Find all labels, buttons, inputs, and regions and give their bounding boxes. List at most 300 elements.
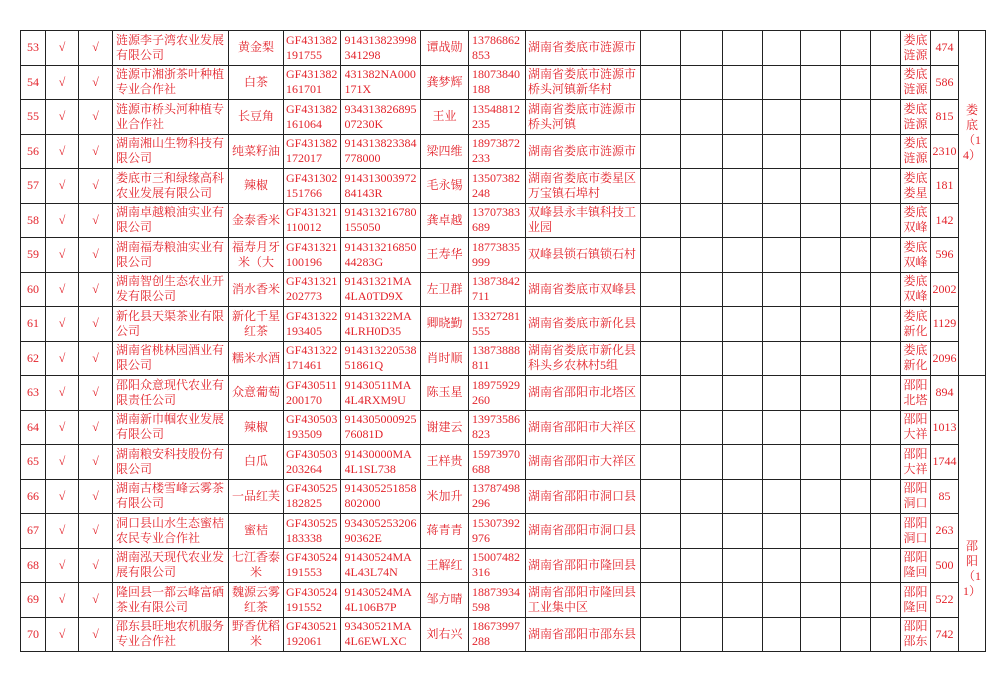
row-number-cell: [21, 548, 46, 583]
empty-cell: [641, 134, 681, 169]
address-cell: [526, 203, 641, 238]
contact-person: 邹方晴: [426, 592, 463, 607]
check-mark-cell: [79, 100, 113, 135]
phone-number-cell: [469, 583, 526, 618]
check-mark-cell: [79, 31, 113, 66]
contact-person: 龚梦辉: [426, 74, 463, 89]
count-cell: [931, 307, 959, 342]
check-mark: √: [58, 281, 66, 296]
check-mark-cell: [46, 479, 79, 514]
check-mark-cell: [79, 376, 113, 411]
region: 娄底新化: [903, 308, 928, 338]
empty-cell: [681, 548, 723, 583]
count-cell: [931, 238, 959, 273]
empty-cell: [763, 548, 801, 583]
phone-number: 18673997288: [472, 619, 520, 649]
credit-code: 93431382689507230K: [344, 101, 417, 131]
gf-code: GF431321202773: [286, 274, 338, 304]
table-row: [21, 514, 986, 549]
empty-cell: [681, 203, 723, 238]
empty-cell: [723, 479, 763, 514]
empty-cell: [801, 134, 841, 169]
empty-cell: [641, 479, 681, 514]
row-number: 64: [27, 419, 39, 434]
contact-person: 王解红: [426, 557, 463, 572]
company-name-cell: [113, 617, 229, 652]
count-cell: [931, 134, 959, 169]
empty-cell: [801, 617, 841, 652]
empty-cell: [763, 479, 801, 514]
empty-cell: [801, 514, 841, 549]
check-mark: √: [58, 40, 66, 55]
empty-cell: [801, 100, 841, 135]
contact-person: 米加升: [426, 488, 463, 503]
company-name-cell: [113, 514, 229, 549]
empty-cell: [723, 341, 763, 376]
credit-code: 91431321MA4LA0TD9X: [344, 274, 412, 304]
table-row: [21, 31, 986, 66]
empty-cell: [681, 65, 723, 100]
count-cell: [931, 548, 959, 583]
check-mark-cell: [79, 169, 113, 204]
phone-number: 13327281555: [472, 308, 520, 338]
row-number-cell: [21, 410, 46, 445]
empty-cell: [723, 31, 763, 66]
empty-cell: [801, 376, 841, 411]
empty-cell: [641, 548, 681, 583]
row-number: 65: [27, 454, 39, 469]
row-number-cell: [21, 203, 46, 238]
company-name: 湖南湘山生物科技有限公司: [116, 136, 225, 166]
product-name-cell: [229, 65, 284, 100]
product-name-cell: [229, 376, 284, 411]
gf-code: GF430521192061: [286, 619, 338, 649]
product-name: 一品红芙: [231, 488, 280, 503]
region-cell: [901, 100, 931, 135]
check-mark: √: [58, 557, 66, 572]
region: 娄底涟源: [903, 67, 928, 97]
empty-cell: [681, 307, 723, 342]
address: 湖南省娄底市涟源市: [528, 143, 637, 158]
check-mark: √: [92, 350, 99, 365]
empty-cell: [681, 31, 723, 66]
phone-number: 18873934598: [472, 584, 520, 614]
count: 85: [938, 488, 951, 503]
empty-cell: [763, 307, 801, 342]
phone-number-cell: [469, 100, 526, 135]
region: 娄底涟源: [903, 101, 928, 131]
empty-cell: [841, 617, 871, 652]
company-name: 邵阳众意现代农业有限责任公司: [116, 377, 225, 407]
address-cell: [526, 445, 641, 480]
group-label: 娄底（14）: [962, 103, 981, 162]
empty-cell: [801, 341, 841, 376]
company-name-cell: [113, 479, 229, 514]
empty-cell: [801, 169, 841, 204]
empty-cell: [641, 376, 681, 411]
check-mark-cell: [46, 445, 79, 480]
empty-cell: [763, 341, 801, 376]
empty-cell: [763, 272, 801, 307]
address-cell: [526, 514, 641, 549]
empty-cell: [641, 169, 681, 204]
row-number: 62: [27, 350, 39, 365]
address-cell: [526, 583, 641, 618]
phone-number: 13707383689: [472, 205, 520, 235]
contact-person: 左卫群: [426, 281, 463, 296]
credit-code-cell: [341, 203, 421, 238]
product-name: 辣椒: [243, 419, 268, 434]
check-mark: √: [92, 178, 99, 193]
product-name: 福寿月牙米（大: [231, 239, 280, 269]
row-number: 58: [27, 212, 39, 227]
credit-code-cell: [341, 272, 421, 307]
table-row: [21, 203, 986, 238]
address-cell: [526, 410, 641, 445]
contact-person-cell: [421, 134, 469, 169]
empty-cell: [841, 169, 871, 204]
empty-cell: [841, 31, 871, 66]
company-name: 湖南省桃林园酒业有限公司: [116, 343, 225, 373]
product-name-cell: [229, 583, 284, 618]
product-name-cell: [229, 272, 284, 307]
credit-code-cell: [341, 514, 421, 549]
check-mark-cell: [79, 65, 113, 100]
empty-cell: [681, 445, 723, 480]
address-cell: [526, 100, 641, 135]
empty-cell: [841, 479, 871, 514]
credit-code: 91431300397284143R: [344, 170, 417, 200]
company-name: 涟源市桥头河种植专业合作社: [116, 101, 225, 131]
row-number: 60: [27, 281, 39, 296]
company-name: 邵东县旺地农机服务专业合作社: [116, 619, 225, 649]
credit-code: 91430500092576081D: [344, 412, 417, 442]
address: 双峰县永丰镇科技工业园: [528, 205, 637, 235]
credit-code: 91431322053851861Q: [344, 343, 417, 373]
empty-cell: [871, 617, 901, 652]
contact-person: 王业: [432, 109, 457, 124]
table-row: [21, 272, 986, 307]
region: 娄底双峰: [903, 205, 928, 235]
check-mark: √: [92, 557, 99, 572]
count: 2310: [932, 143, 957, 158]
check-mark: √: [92, 281, 99, 296]
count-cell: [931, 31, 959, 66]
count-cell: [931, 617, 959, 652]
address: 湖南省邵阳市大祥区: [528, 419, 637, 434]
empty-cell: [841, 134, 871, 169]
contact-person-cell: [421, 479, 469, 514]
phone-number-cell: [469, 376, 526, 411]
count: 596: [935, 247, 954, 262]
check-mark-cell: [79, 272, 113, 307]
region-cell: [901, 514, 931, 549]
contact-person-cell: [421, 376, 469, 411]
address: 双峰县锁石镇锁石村: [528, 247, 637, 262]
check-mark-cell: [46, 341, 79, 376]
table-body: [21, 31, 986, 652]
table-row: [21, 445, 986, 480]
row-number: 55: [27, 109, 39, 124]
empty-cell: [723, 410, 763, 445]
phone-number: 13786862853: [472, 32, 520, 62]
table-row: [21, 479, 986, 514]
empty-cell: [723, 272, 763, 307]
group-label: 邵阳（11）: [962, 539, 981, 598]
count-cell: [931, 583, 959, 618]
address: 湖南省邵阳市隆回县工业集中区: [528, 584, 637, 614]
certification-table: [20, 30, 986, 652]
gf-code-cell: [284, 65, 341, 100]
check-mark-cell: [46, 203, 79, 238]
check-mark-cell: [46, 376, 79, 411]
contact-person: 王样贵: [426, 454, 463, 469]
empty-cell: [641, 583, 681, 618]
gf-code-cell: [284, 100, 341, 135]
group-cell: [959, 31, 986, 376]
empty-cell: [681, 617, 723, 652]
phone-number: 13873842711: [472, 274, 520, 304]
empty-cell: [641, 445, 681, 480]
row-number: 53: [27, 40, 39, 55]
group-cell: [959, 376, 986, 652]
credit-code: 93430525320690362E: [344, 515, 417, 545]
row-number: 66: [27, 488, 39, 503]
check-mark-cell: [79, 238, 113, 273]
check-mark: √: [92, 454, 99, 469]
empty-cell: [871, 169, 901, 204]
phone-number-cell: [469, 134, 526, 169]
check-mark-cell: [46, 134, 79, 169]
table-row: [21, 169, 986, 204]
company-name: 湖南粮安科技股份有限公司: [116, 446, 225, 476]
company-name-cell: [113, 100, 229, 135]
count: 2002: [932, 281, 957, 296]
row-number: 69: [27, 592, 39, 607]
empty-cell: [841, 100, 871, 135]
contact-person-cell: [421, 203, 469, 238]
check-mark: √: [58, 592, 66, 607]
gf-code-cell: [284, 479, 341, 514]
contact-person-cell: [421, 307, 469, 342]
credit-code: 914313823384778000: [344, 136, 417, 166]
empty-cell: [641, 341, 681, 376]
contact-person: 谢建云: [426, 419, 463, 434]
contact-person-cell: [421, 238, 469, 273]
phone-number-cell: [469, 410, 526, 445]
empty-cell: [681, 479, 723, 514]
credit-code-cell: [341, 583, 421, 618]
row-number-cell: [21, 134, 46, 169]
empty-cell: [871, 307, 901, 342]
check-mark: √: [58, 385, 66, 400]
contact-person-cell: [421, 272, 469, 307]
contact-person: 肖时顺: [426, 350, 463, 365]
row-number: 54: [27, 74, 39, 89]
product-name: 白茶: [243, 74, 268, 89]
contact-person-cell: [421, 341, 469, 376]
check-mark-cell: [79, 341, 113, 376]
count: 742: [935, 626, 954, 641]
company-name-cell: [113, 238, 229, 273]
count-cell: [931, 479, 959, 514]
check-mark: √: [92, 247, 99, 262]
empty-cell: [681, 341, 723, 376]
contact-person: 梁四维: [426, 143, 463, 158]
check-mark: √: [92, 212, 99, 227]
address: 湖南省邵阳市大祥区: [528, 454, 637, 469]
empty-cell: [681, 238, 723, 273]
empty-cell: [801, 307, 841, 342]
credit-code-cell: [341, 548, 421, 583]
count-cell: [931, 341, 959, 376]
empty-cell: [723, 548, 763, 583]
empty-cell: [681, 410, 723, 445]
count-cell: [931, 514, 959, 549]
empty-cell: [763, 203, 801, 238]
empty-cell: [763, 410, 801, 445]
row-number: 70: [27, 626, 39, 641]
address-cell: [526, 238, 641, 273]
address-cell: [526, 169, 641, 204]
product-name-cell: [229, 100, 284, 135]
region: 邵阳邵东: [903, 619, 928, 649]
gf-code: GF430525183338: [286, 515, 338, 545]
phone-number-cell: [469, 445, 526, 480]
product-name: 白瓜: [243, 454, 268, 469]
empty-cell: [841, 376, 871, 411]
count: 474: [935, 40, 954, 55]
empty-cell: [763, 445, 801, 480]
empty-cell: [871, 238, 901, 273]
credit-code-cell: [341, 31, 421, 66]
empty-cell: [681, 376, 723, 411]
address: 湖南省邵阳市洞口县: [528, 523, 637, 538]
empty-cell: [763, 65, 801, 100]
gf-code: GF431302151766: [286, 170, 338, 200]
region-cell: [901, 410, 931, 445]
empty-cell: [841, 548, 871, 583]
table-row: [21, 307, 986, 342]
credit-code-cell: [341, 617, 421, 652]
region-cell: [901, 169, 931, 204]
contact-person-cell: [421, 65, 469, 100]
product-name-cell: [229, 169, 284, 204]
contact-person: 蒋青青: [426, 523, 463, 538]
address: 湖南省娄底市涟源市桥头河镇新华村: [528, 67, 637, 97]
empty-cell: [723, 134, 763, 169]
empty-cell: [871, 31, 901, 66]
empty-cell: [841, 514, 871, 549]
product-name: 糯米水酒: [231, 350, 280, 365]
empty-cell: [681, 583, 723, 618]
check-mark-cell: [46, 169, 79, 204]
phone-number: 15007482316: [472, 550, 520, 580]
table-row: [21, 376, 986, 411]
empty-cell: [723, 100, 763, 135]
address-cell: [526, 65, 641, 100]
region: 娄底涟源: [903, 32, 928, 62]
check-mark: √: [58, 626, 66, 641]
empty-cell: [841, 272, 871, 307]
check-mark: √: [92, 143, 99, 158]
credit-code: 914313823998341298: [344, 32, 417, 62]
region: 娄底新化: [903, 343, 928, 373]
empty-cell: [763, 169, 801, 204]
phone-number-cell: [469, 341, 526, 376]
region: 娄底双峰: [903, 274, 928, 304]
check-mark-cell: [79, 548, 113, 583]
count: 522: [935, 592, 954, 607]
empty-cell: [871, 376, 901, 411]
contact-person-cell: [421, 445, 469, 480]
check-mark: √: [58, 454, 66, 469]
empty-cell: [801, 548, 841, 583]
gf-code: GF431382161064: [286, 101, 338, 131]
contact-person: 王寿华: [426, 247, 463, 262]
gf-code: GF430511200170: [286, 377, 337, 407]
row-number-cell: [21, 238, 46, 273]
contact-person: 刘右兴: [426, 626, 463, 641]
empty-cell: [801, 65, 841, 100]
row-number: 57: [27, 178, 39, 193]
table-row: [21, 410, 986, 445]
product-name: 魏源云雾红茶: [231, 584, 280, 614]
check-mark-cell: [46, 307, 79, 342]
empty-cell: [641, 65, 681, 100]
empty-cell: [871, 445, 901, 480]
check-mark-cell: [46, 617, 79, 652]
product-name-cell: [229, 238, 284, 273]
phone-number: 13548812235: [472, 101, 520, 131]
empty-cell: [641, 100, 681, 135]
region-cell: [901, 31, 931, 66]
credit-code-cell: [341, 445, 421, 480]
row-number-cell: [21, 341, 46, 376]
gf-code-cell: [284, 307, 341, 342]
count-cell: [931, 376, 959, 411]
check-mark: √: [58, 74, 66, 89]
row-number-cell: [21, 100, 46, 135]
product-name-cell: [229, 203, 284, 238]
gf-code-cell: [284, 376, 341, 411]
credit-code: 91430511MA4L4RXM9U: [344, 377, 412, 407]
row-number-cell: [21, 479, 46, 514]
empty-cell: [723, 583, 763, 618]
region: 娄底双峰: [903, 239, 928, 269]
credit-code: 914305251858802000: [344, 481, 417, 511]
empty-cell: [763, 134, 801, 169]
company-name: 涟源市湘浙茶叶种植专业合作社: [116, 67, 225, 97]
product-name: 蜜桔: [243, 523, 268, 538]
gf-code: GF431321100196: [286, 239, 338, 269]
check-mark: √: [92, 419, 99, 434]
empty-cell: [801, 272, 841, 307]
gf-code: GF430524191552: [286, 584, 338, 614]
empty-cell: [723, 169, 763, 204]
gf-code-cell: [284, 583, 341, 618]
empty-cell: [841, 583, 871, 618]
company-name-cell: [113, 272, 229, 307]
region: 邵阳洞口: [903, 481, 928, 511]
product-name: 黄金梨: [237, 40, 274, 55]
product-name-cell: [229, 445, 284, 480]
contact-person-cell: [421, 31, 469, 66]
gf-code: GF430524191553: [286, 550, 338, 580]
empty-cell: [723, 445, 763, 480]
address-cell: [526, 548, 641, 583]
check-mark-cell: [79, 134, 113, 169]
